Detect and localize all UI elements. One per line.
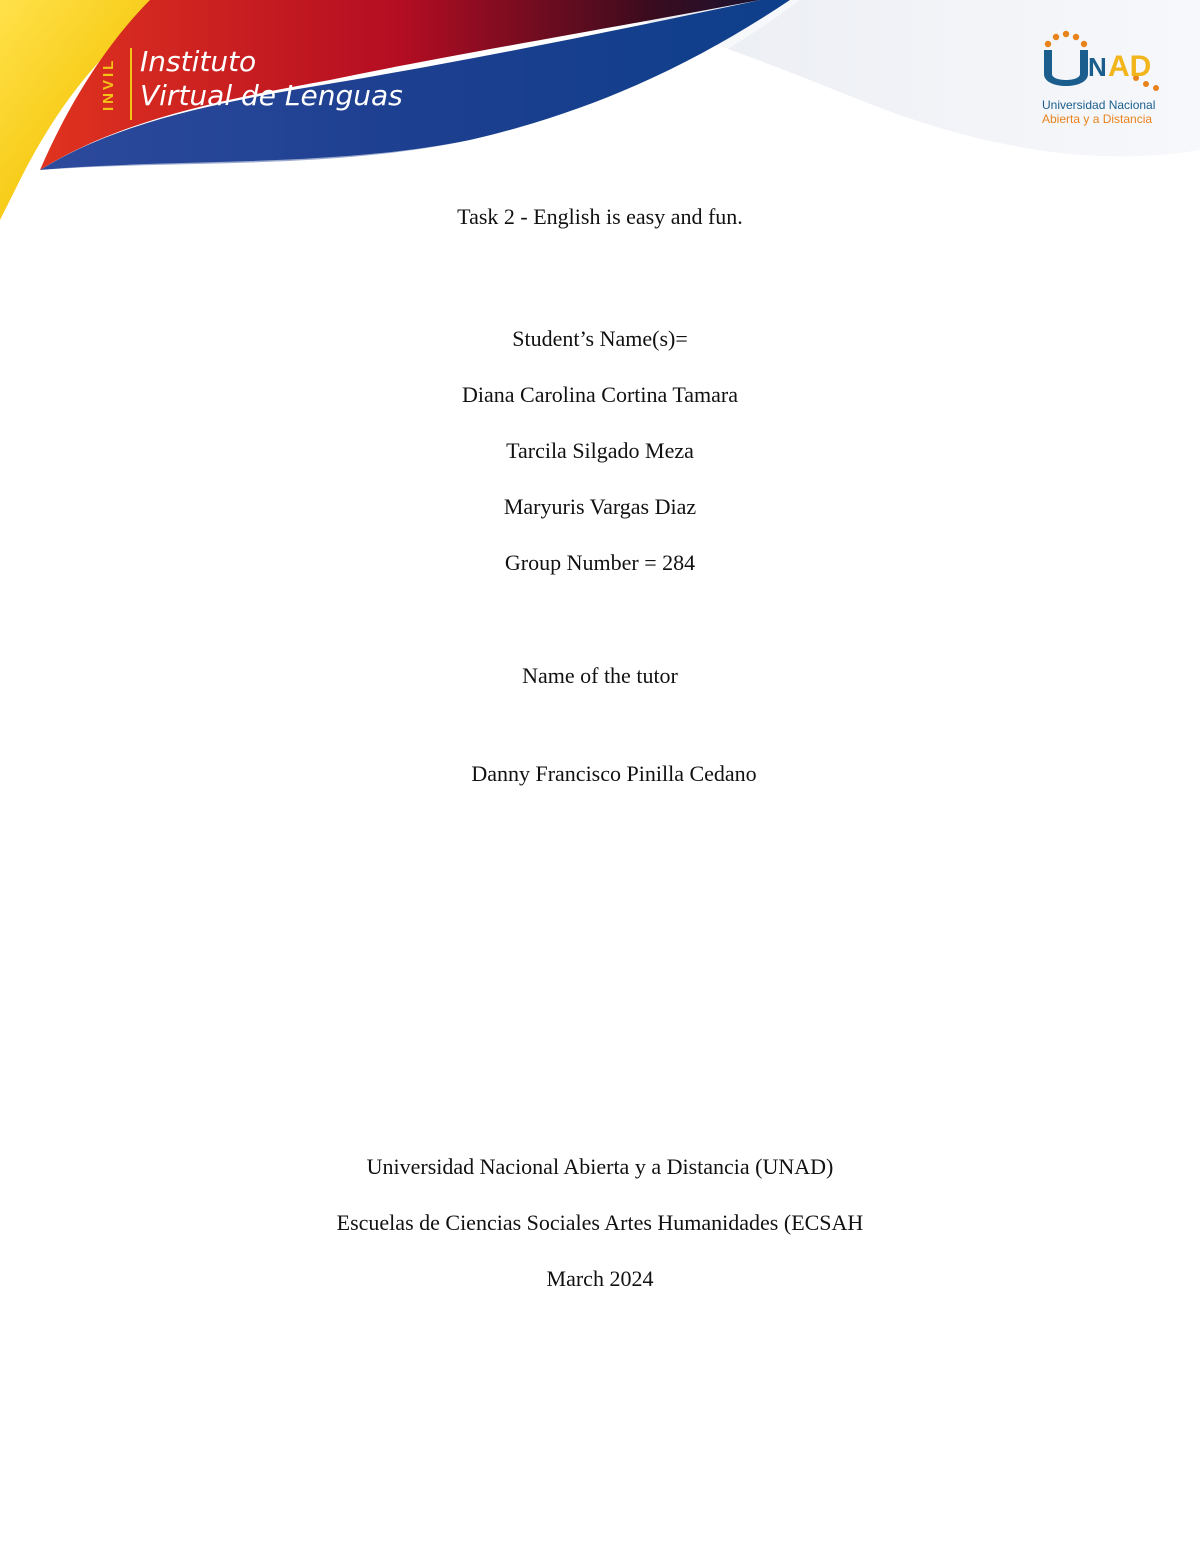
student-name: Tarcila Silgado Meza [506, 438, 694, 463]
university-name: Universidad Nacional Abierta y a Distancia (UNAD) [366, 1154, 834, 1179]
invil-line-2: Virtual de Lenguas [140, 79, 403, 112]
tutor-label: Name of the tutor [522, 663, 678, 688]
student-name: Maryuris Vargas Diaz [503, 494, 697, 519]
tutor-name: Danny Francisco Pinilla Cedano [471, 761, 757, 786]
invil-vertical-text: INVIL [100, 57, 117, 111]
svg-text:AD: AD [1108, 50, 1152, 83]
document-title: Task 2 - English is easy and fun. [457, 204, 743, 229]
unad-line-2: Abierta y a Distancia [1042, 112, 1153, 126]
group-number: Group Number = 284 [504, 550, 696, 575]
document-date: March 2024 [546, 1266, 654, 1291]
svg-text:N: N [1088, 52, 1107, 82]
invil-divider [130, 48, 132, 120]
unad-line-1: Universidad Nacional [1042, 98, 1156, 112]
students-label: Student’s Name(s)= [512, 326, 688, 351]
student-name: Diana Carolina Cortina Tamara [461, 382, 738, 407]
school-name: Escuelas de Ciencias Sociales Artes Humanidades (ECSAH [336, 1210, 864, 1235]
unad-logo [1036, 30, 1176, 130]
invil-logo [100, 44, 430, 124]
invil-line-1: Instituto [140, 45, 257, 78]
unad-wordmark-icon [1036, 30, 1176, 96]
